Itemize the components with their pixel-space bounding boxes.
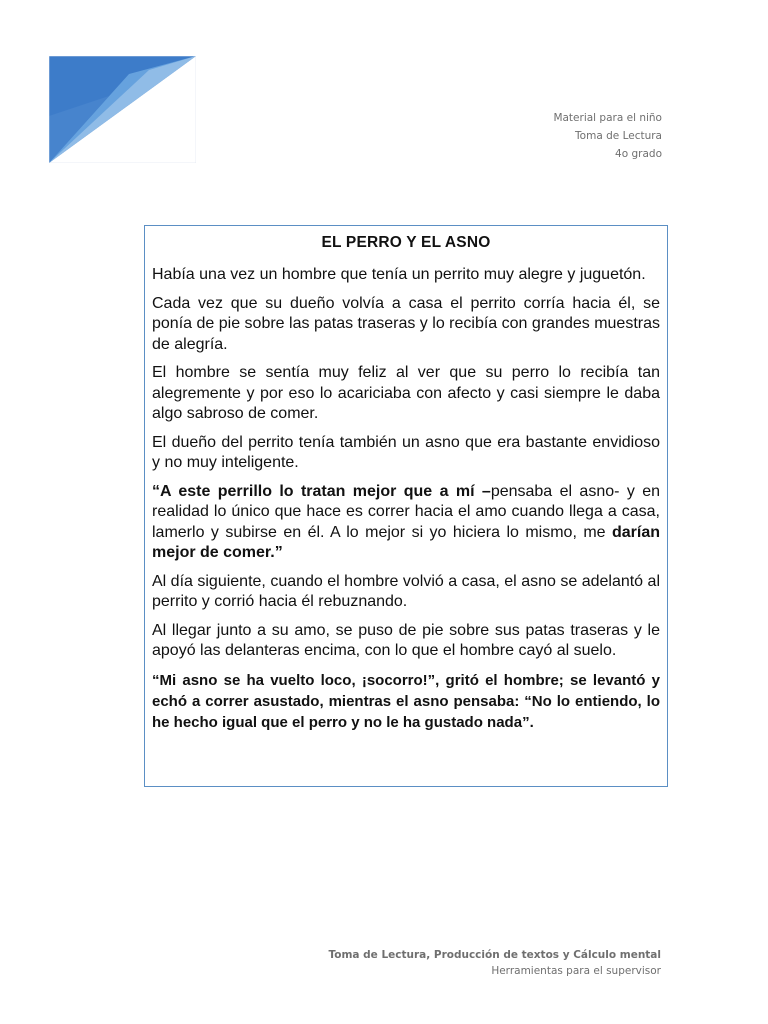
header-line-grade: 4o grado	[615, 148, 662, 160]
paragraph-2: Cada vez que su dueño volvía a casa el perrito corría hacia él, se ponía de pie sobre las patas traseras y lo recibía con grandes muestras de alegría.	[152, 294, 660, 353]
story-box	[144, 225, 668, 787]
paragraph-4: El dueño del perrito tenía también un asno que era bastante envidioso y no muy inteligente.	[152, 433, 660, 471]
paragraph-7: Al llegar junto a su amo, se puso de pie sobre sus patas traseras y le apoyó las delanteras encima, con lo que el hombre cayó al suelo.	[152, 621, 660, 659]
footer	[328, 947, 661, 979]
paragraph-3: El hombre se sentía muy feliz al ver que su perro lo recibía tan alegremente y por eso lo acariciaba con afecto y casi siempre le daba algo sabroso de comer.	[152, 364, 660, 422]
header-line-material: Material para el niño	[553, 112, 662, 124]
corner-triangle-logo	[49, 56, 196, 163]
paragraph-5-bold-end: darían mejor de comer.”	[152, 523, 660, 561]
paragraph-1: Había una vez un hombre que tenía un perrito muy alegre y juguetón.	[152, 266, 646, 283]
paragraph-6: Al día siguiente, cuando el hombre volvió a casa, el asno se adelantó al perrito y corrió hacia él rebuznando.	[152, 572, 660, 610]
footer-line-title: Toma de Lectura, Producción de textos y Cálculo mental	[328, 949, 661, 961]
paragraph-8: “Mi asno se ha vuelto loco, ¡socorro!”, gritó el hombre; se levantó y echó a correr asustado, mientras el asno pensaba: “No lo entiendo, lo he hecho igual que el perro y no le ha gustado nada”.	[152, 671, 660, 731]
paragraph-5-bold-start: “A este perrillo lo tratan mejor que a mí –	[152, 482, 491, 500]
header-line-reading: Toma de Lectura	[575, 130, 662, 142]
paragraph-5-middle: pensaba el asno- y en realidad lo único que hace es correr hacia el amo cuando llega a casa, lamerlo y subirse en él. A lo mejor si yo hiciera lo mismo, me	[152, 482, 660, 541]
header-info	[553, 109, 662, 163]
story-title: EL PERRO Y EL ASNO	[321, 234, 491, 251]
footer-line-subtitle: Herramientas para el supervisor	[491, 965, 661, 977]
paragraph-5	[152, 482, 660, 564]
